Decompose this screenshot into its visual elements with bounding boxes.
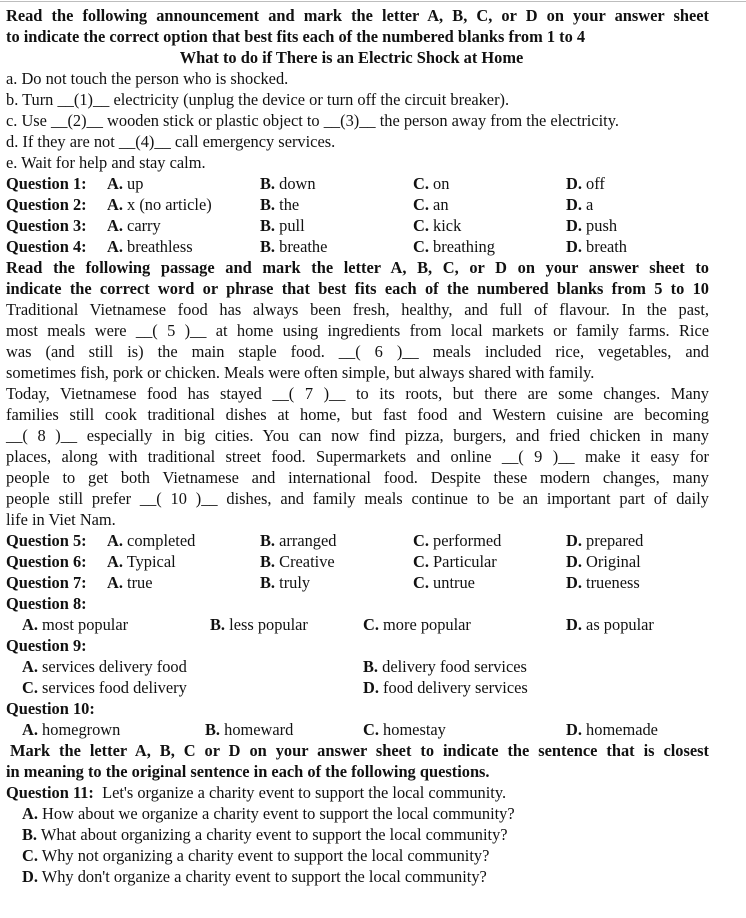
passage-line: was (and still is) the main staple food. __( 6 )__ meals included rice, vegetables, and	[6, 342, 709, 361]
question-label: Question 7:	[6, 573, 87, 592]
passage-line: life in Viet Nam.	[6, 510, 116, 529]
option-a[interactable]: A. breathless	[107, 237, 193, 256]
option-c[interactable]: C. homestay	[363, 720, 446, 739]
step-b: b. Turn __(1)__ electricity (unplug the device or turn off the circuit breaker).	[6, 90, 510, 109]
question-5	[6, 530, 709, 551]
passage-line: people to get both Vietnamese and international food. Despite these modern changes, many	[6, 468, 709, 487]
section1-instruction-line-1: Read the following announcement and mark the letter A, B, C, or D on your answer sheet	[6, 6, 709, 25]
question-1	[6, 173, 709, 194]
option-c[interactable]: C. performed	[413, 531, 502, 550]
option-b[interactable]: B. delivery food services	[363, 657, 527, 676]
option-b[interactable]: B. breathe	[260, 237, 328, 256]
question-8-options	[6, 614, 709, 635]
option-c[interactable]: C. services food delivery	[22, 678, 187, 697]
question-label: Question 4:	[6, 237, 87, 256]
option-c[interactable]: C. breathing	[413, 237, 495, 256]
question-7	[6, 572, 709, 593]
question-label: Question 11:	[6, 783, 94, 802]
question-8-label: Question 8:	[6, 594, 87, 613]
passage-line: sometimes fish, pork or chicken. Meals were often simple, but always shared with family.	[6, 363, 595, 382]
option-b[interactable]: B. Creative	[260, 552, 335, 571]
option-a[interactable]: A. homegrown	[22, 720, 121, 739]
option-b[interactable]: B. pull	[260, 216, 305, 235]
option-a[interactable]: A. up	[107, 174, 144, 193]
passage-line: most meals were __( 5 )__ at home using ingredients from local markets or family farms. Rice	[6, 321, 709, 340]
option-b[interactable]: B. arranged	[260, 531, 337, 550]
option-a[interactable]: A. services delivery food	[22, 657, 187, 676]
question-2	[6, 194, 709, 215]
option-d[interactable]: D. breath	[566, 237, 627, 256]
option-a[interactable]: A. How about we organize a charity event to support the local community?	[22, 804, 515, 823]
question-label: Question 1:	[6, 174, 87, 193]
step-e: e. Wait for help and stay calm.	[6, 153, 206, 172]
announcement-title: What to do if There is an Electric Shock at Home	[179, 48, 524, 67]
option-c[interactable]: C. Particular	[413, 552, 497, 571]
section1-instruction-line-2: to indicate the correct option that best fits each of the numbered blanks from 1 to 4	[6, 27, 586, 46]
option-d[interactable]: D. homemade	[566, 720, 658, 739]
option-d[interactable]: D. Original	[566, 552, 641, 571]
option-a[interactable]: A. most popular	[22, 615, 129, 634]
question-label: Question 5:	[6, 531, 87, 550]
original-sentence: Let's organize a charity event to support the local community.	[102, 783, 507, 802]
section2-instruction-line-2: indicate the correct word or phrase that best fits each of the numbered blanks from 5 to 10	[6, 279, 709, 298]
question-6	[6, 551, 709, 572]
option-d[interactable]: D. Why don't organize a charity event to support the local community?	[22, 867, 487, 886]
option-c[interactable]: C. more popular	[363, 615, 471, 634]
option-b[interactable]: B. homeward	[205, 720, 294, 739]
option-c[interactable]: C. on	[413, 174, 450, 193]
option-d[interactable]: D. food delivery services	[363, 678, 528, 697]
question-9-options-row-1	[6, 656, 709, 677]
step-c: c. Use __(2)__ wooden stick or plastic object to __(3)__ the person away from the electricity.	[6, 111, 619, 130]
passage-line: families still cook traditional dishes at home, but fast food and Western cuisine are becoming	[6, 405, 709, 424]
option-d[interactable]: D. off	[566, 174, 605, 193]
passage-line: __( 8 )__ especially in big cities. You can now find pizza, burgers, and fried chicken in many	[6, 426, 709, 445]
question-label: Question 3:	[6, 216, 87, 235]
top-rule	[0, 1, 746, 2]
option-c[interactable]: C. untrue	[413, 573, 475, 592]
question-10-options	[6, 719, 709, 740]
passage-line: places, along with traditional street food. Supermarkets and online __( 9 )__ make it easy for	[6, 447, 709, 466]
option-c[interactable]: C. kick	[413, 216, 462, 235]
worksheet-content	[6, 5, 709, 887]
section3-instruction-line-2: in meaning to the original sentence in each of the following questions.	[6, 762, 490, 781]
option-a[interactable]: A. carry	[107, 216, 161, 235]
option-a[interactable]: A. Typical	[107, 552, 176, 571]
question-11	[6, 782, 709, 803]
question-9-label: Question 9:	[6, 636, 87, 655]
option-b[interactable]: B. the	[260, 195, 300, 214]
option-b[interactable]: B. What about organizing a charity event to support the local community?	[22, 825, 508, 844]
question-3	[6, 215, 709, 236]
step-d: d. If they are not __(4)__ call emergency services.	[6, 132, 336, 151]
option-a[interactable]: A. x (no article)	[107, 195, 212, 214]
question-10-label: Question 10:	[6, 699, 95, 718]
option-d[interactable]: D. push	[566, 216, 618, 235]
passage-line: Traditional Vietnamese food has always been fresh, healthy, and full of flavour. In the past,	[6, 300, 709, 319]
question-label: Question 6:	[6, 552, 87, 571]
option-a[interactable]: A. completed	[107, 531, 196, 550]
question-9-options-row-2	[6, 677, 709, 698]
passage-line: Today, Vietnamese food has stayed __( 7 )__ to its roots, but there are some changes. Many	[6, 384, 709, 403]
question-label: Question 2:	[6, 195, 87, 214]
step-a: a. Do not touch the person who is shocked.	[6, 69, 289, 88]
question-4	[6, 236, 709, 257]
section3-instruction-line-1: Mark the letter A, B, C or D on your answer sheet to indicate the sentence that is closest	[10, 741, 709, 760]
option-d[interactable]: D. trueness	[566, 573, 640, 592]
option-b[interactable]: B. truly	[260, 573, 311, 592]
option-b[interactable]: B. down	[260, 174, 316, 193]
section2-instruction-line-1: Read the following passage and mark the letter A, B, C, or D on your answer sheet to	[6, 258, 709, 277]
option-d[interactable]: D. as popular	[566, 615, 654, 634]
option-c[interactable]: C. Why not organizing a charity event to support the local community?	[22, 846, 490, 865]
option-a[interactable]: A. true	[107, 573, 153, 592]
option-b[interactable]: B. less popular	[210, 615, 308, 634]
passage-line: people still prefer __( 10 )__ dishes, and family meals continue to be an important part of daily	[6, 489, 709, 508]
option-d[interactable]: D. a	[566, 195, 594, 214]
option-c[interactable]: C. an	[413, 195, 449, 214]
option-d[interactable]: D. prepared	[566, 531, 644, 550]
